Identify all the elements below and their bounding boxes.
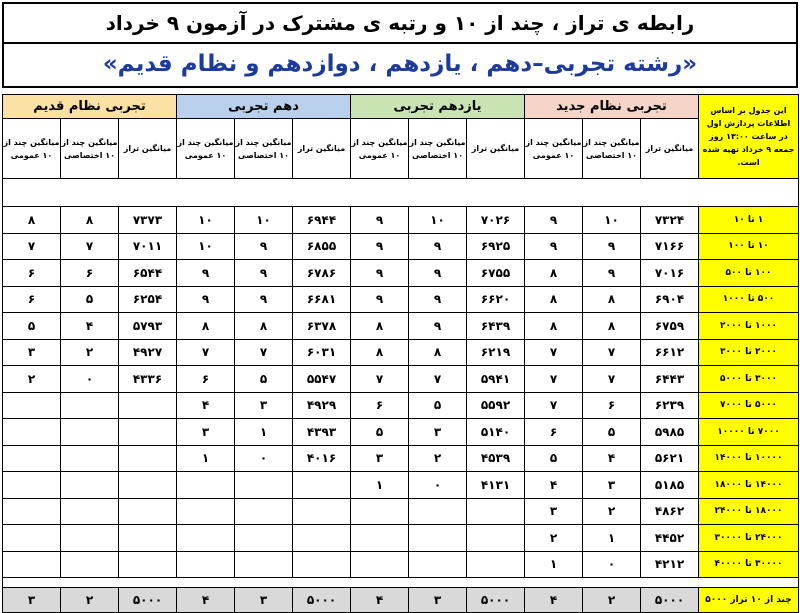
table-cell: ۵۶۲۱ [641, 445, 699, 472]
table-cell: ۶۹۲۵ [467, 233, 525, 260]
table-cell: ۶۲۱۹ [467, 339, 525, 366]
rank-range-label: ۵۰۰۰ تا ۷۰۰۰ [699, 392, 799, 419]
summary-label: چند از ۱۰ تراز ۵۰۰۰ [699, 588, 799, 613]
table-cell: ۶۶۲۰ [467, 286, 525, 313]
table-cell: ۵۱۸۵ [641, 472, 699, 499]
column-header: میانگین چند از ۱۰ عمومی [177, 119, 235, 179]
table-row [3, 392, 799, 419]
table-cell [119, 525, 177, 552]
table-cell [3, 551, 61, 578]
table-cell: ۷ [351, 366, 409, 393]
table-row [3, 419, 799, 446]
table-cell: ۸ [351, 339, 409, 366]
table-cell [3, 445, 61, 472]
table-cell [235, 525, 293, 552]
rank-range-label: ۱۰۰۰۰ تا ۱۴۰۰۰ [699, 445, 799, 472]
table-cell: ۱۰ [177, 207, 235, 234]
table-cell: ۵۹۴۱ [467, 366, 525, 393]
table-cell: ۸ [525, 313, 583, 340]
table-cell [467, 498, 525, 525]
table-cell: ۶۰۳۱ [293, 339, 351, 366]
table-row [3, 551, 799, 578]
table-cell: ۷۰۲۶ [467, 207, 525, 234]
column-header: میانگین تراز [293, 119, 351, 179]
table-row [3, 313, 799, 340]
column-header: میانگین چند از ۱۰ عمومی [525, 119, 583, 179]
table-cell: ۷ [525, 366, 583, 393]
table-cell: ۳ [177, 419, 235, 446]
summary-cell: ۳ [3, 588, 61, 613]
table-cell: ۲ [409, 445, 467, 472]
spacer-row [3, 578, 799, 588]
table-cell [3, 525, 61, 552]
spacer [3, 179, 799, 207]
group-header: یازدهم تجربی [351, 95, 525, 119]
table-note: این جدول بر اساس اطلاعات پردازش اول در ساعت ۱۳:۰۰ روز جمعه ۹ خرداد تهیه شده است. [699, 95, 799, 179]
table-cell: ۴۲۱۲ [641, 551, 699, 578]
table-row [3, 366, 799, 393]
table-cell: ۱۰ [409, 207, 467, 234]
table-cell: ۹ [409, 286, 467, 313]
table-cell: ۶۴۴۳ [641, 366, 699, 393]
table-cell: ۶۴۳۹ [467, 313, 525, 340]
table-cell: ۶۵۴۴ [119, 260, 177, 287]
table-cell [293, 498, 351, 525]
table-cell: ۸ [583, 313, 641, 340]
rank-range-label: ۱ تا ۱۰ [699, 207, 799, 234]
rank-range-label: ۵۰۰ تا ۱۰۰۰ [699, 286, 799, 313]
table-cell [61, 525, 119, 552]
table-cell: ۵ [61, 286, 119, 313]
table-cell [467, 551, 525, 578]
table-cell [293, 525, 351, 552]
table-cell [351, 525, 409, 552]
table-row [3, 445, 799, 472]
table-cell: ۹ [409, 260, 467, 287]
table-row [3, 498, 799, 525]
rank-range-label: ۲۰۰۰ تا ۳۰۰۰ [699, 339, 799, 366]
table-cell: ۹ [525, 233, 583, 260]
summary-cell: ۲ [583, 588, 641, 613]
table-cell [61, 472, 119, 499]
table-cell: ۳ [583, 472, 641, 499]
group-header: تجربی نظام جدید [525, 95, 699, 119]
table-cell: ۹ [351, 233, 409, 260]
column-header: میانگین چند از ۱۰ اختصاصی [583, 119, 641, 179]
table-cell: ۵ [409, 392, 467, 419]
rank-range-label: ۱۸۰۰۰ تا ۲۴۰۰۰ [699, 498, 799, 525]
table-cell: ۴۹۲۹ [293, 392, 351, 419]
summary-cell: ۵۰۰۰ [293, 588, 351, 613]
table-cell: ۷ [583, 366, 641, 393]
table-cell: ۵ [351, 419, 409, 446]
rank-range-label: ۳۰۰۰ تا ۵۰۰۰ [699, 366, 799, 393]
table-cell [119, 472, 177, 499]
table-cell: ۶۳۷۸ [293, 313, 351, 340]
table-cell: ۱ [177, 445, 235, 472]
table-row [3, 233, 799, 260]
column-header: میانگین تراز [641, 119, 699, 179]
summary-cell: ۵۰۰۰ [119, 588, 177, 613]
page-subtitle: «رشته تجربی–دهم ، یازدهم ، دوازدهم و نظام قدیم» [2, 42, 798, 88]
table-cell [3, 392, 61, 419]
table-cell: ۵ [525, 445, 583, 472]
table-cell: ۹ [409, 313, 467, 340]
table-cell: ۵۵۹۲ [467, 392, 525, 419]
table-cell: ۷ [3, 233, 61, 260]
rank-range-label: ۱۴۰۰۰ تا ۱۸۰۰۰ [699, 472, 799, 499]
table-cell: ۹ [235, 286, 293, 313]
table-cell [119, 392, 177, 419]
column-header: میانگین تراز [467, 119, 525, 179]
table-cell [119, 551, 177, 578]
rank-range-label: ۱۰ تا ۱۰۰ [699, 233, 799, 260]
column-header: میانگین چند از ۱۰ اختصاصی [409, 119, 467, 179]
table-cell: ۴۰۱۶ [293, 445, 351, 472]
table-cell: ۱۰ [235, 207, 293, 234]
table-cell: ۴ [583, 445, 641, 472]
table-cell: ۶ [583, 392, 641, 419]
table-cell: ۸ [61, 207, 119, 234]
table-row [3, 286, 799, 313]
table-cell: ۶ [351, 392, 409, 419]
table-cell [3, 419, 61, 446]
summary-cell: ۴ [525, 588, 583, 613]
table-cell: ۹ [525, 207, 583, 234]
summary-cell: ۳ [409, 588, 467, 613]
table-cell [119, 445, 177, 472]
summary-cell: ۵۰۰۰ [641, 588, 699, 613]
rank-range-label: ۷۰۰۰ تا ۱۰۰۰۰ [699, 419, 799, 446]
table-cell [235, 551, 293, 578]
table-cell [61, 392, 119, 419]
table-cell: ۶۸۵۵ [293, 233, 351, 260]
table-cell: ۱۰ [583, 207, 641, 234]
table-cell: ۲ [3, 366, 61, 393]
page-title: رابطه ی تراز ، چند از ۱۰ و رتبه ی مشترک در آزمون ۹ خرداد [2, 2, 798, 44]
table-cell [119, 419, 177, 446]
table-cell: ۷۰۱۶ [641, 260, 699, 287]
summary-cell: ۵۰۰۰ [467, 588, 525, 613]
rank-range-label: ۱۰۰ تا ۵۰۰ [699, 260, 799, 287]
column-header: میانگین تراز [119, 119, 177, 179]
table-cell: ۱ [235, 419, 293, 446]
summary-row [3, 588, 799, 613]
table-cell [409, 525, 467, 552]
table-cell: ۷ [525, 339, 583, 366]
table-cell: ۶ [525, 419, 583, 446]
table-cell: ۶۶۸۱ [293, 286, 351, 313]
table-cell: ۹ [351, 207, 409, 234]
table-cell: ۶ [3, 286, 61, 313]
table-cell: ۷ [409, 366, 467, 393]
table-cell: ۷۰۱۱ [119, 233, 177, 260]
table-cell [409, 498, 467, 525]
table-cell [235, 498, 293, 525]
table-cell: ۷۱۶۶ [641, 233, 699, 260]
table-cell: ۶۷۵۵ [467, 260, 525, 287]
table-cell: ۹ [177, 286, 235, 313]
table-row [3, 472, 799, 499]
table-cell: ۷۳۷۳ [119, 207, 177, 234]
spacer [3, 578, 799, 588]
summary-cell: ۴ [351, 588, 409, 613]
table-cell: ۵ [235, 366, 293, 393]
table-cell: ۱ [525, 551, 583, 578]
table-cell: ۴ [61, 313, 119, 340]
table-cell: ۳ [351, 445, 409, 472]
column-header: میانگین چند از ۱۰ اختصاصی [235, 119, 293, 179]
table-cell: ۷ [235, 339, 293, 366]
table-cell: ۶۶۱۲ [641, 339, 699, 366]
table-cell [351, 498, 409, 525]
table-cell: ۹ [583, 260, 641, 287]
rank-range-label: ۳۰۰۰۰ تا ۴۰۰۰۰ [699, 551, 799, 578]
spacer-row [3, 179, 799, 207]
table-cell: ۲ [525, 525, 583, 552]
column-header: میانگین چند از ۱۰ اختصاصی [61, 119, 119, 179]
table-cell [293, 551, 351, 578]
table-cell: ۲ [61, 339, 119, 366]
table-cell [119, 498, 177, 525]
table-cell: ۰ [409, 472, 467, 499]
column-header: میانگین چند از ۱۰ عمومی [3, 119, 61, 179]
table-cell: ۶۷۸۶ [293, 260, 351, 287]
table-cell: ۸ [409, 339, 467, 366]
table-cell: ۹ [177, 260, 235, 287]
table-cell: ۹ [235, 260, 293, 287]
table-cell: ۵۱۴۰ [467, 419, 525, 446]
table-cell: ۷ [525, 392, 583, 419]
table-cell [177, 472, 235, 499]
table-cell: ۶ [177, 366, 235, 393]
table-cell [177, 525, 235, 552]
column-header: میانگین چند از ۱۰ عمومی [351, 119, 409, 179]
table-cell: ۱ [351, 472, 409, 499]
table-cell [409, 551, 467, 578]
table-cell [61, 498, 119, 525]
table-cell: ۷ [61, 233, 119, 260]
table-cell: ۵۹۸۵ [641, 419, 699, 446]
rank-range-label: ۱۰۰۰ تا ۲۰۰۰ [699, 313, 799, 340]
table-cell: ۹ [235, 233, 293, 260]
table-cell: ۶ [61, 260, 119, 287]
table-cell: ۴۳۹۳ [293, 419, 351, 446]
table-cell: ۸ [3, 207, 61, 234]
table-cell: ۷ [177, 339, 235, 366]
table-cell: ۹ [351, 286, 409, 313]
table-cell: ۵ [3, 313, 61, 340]
table-row [3, 260, 799, 287]
table-cell [61, 445, 119, 472]
table-cell: ۸ [525, 286, 583, 313]
summary-cell: ۲ [61, 588, 119, 613]
table-cell [235, 472, 293, 499]
table-cell [177, 551, 235, 578]
table-cell [467, 525, 525, 552]
table-cell: ۶ [3, 260, 61, 287]
table-cell: ۵۷۹۳ [119, 313, 177, 340]
table-cell: ۶۹۴۴ [293, 207, 351, 234]
table-cell: ۷۳۲۴ [641, 207, 699, 234]
table-cell: ۴۹۲۷ [119, 339, 177, 366]
table-cell: ۳ [235, 392, 293, 419]
table-cell: ۹ [351, 260, 409, 287]
table-cell: ۰ [583, 551, 641, 578]
table-cell: ۳ [525, 498, 583, 525]
table-cell: ۸ [351, 313, 409, 340]
table-cell: ۳ [3, 339, 61, 366]
table-cell [177, 498, 235, 525]
group-header: تجربی نظام قدیم [3, 95, 177, 119]
table-cell: ۸ [177, 313, 235, 340]
table-cell: ۸ [583, 286, 641, 313]
table-row [3, 525, 799, 552]
table-cell: ۸ [525, 260, 583, 287]
table-cell: ۴۵۳۹ [467, 445, 525, 472]
table-cell [61, 551, 119, 578]
table-cell: ۶۲۵۴ [119, 286, 177, 313]
sub-header-row [3, 119, 799, 179]
table-cell: ۴ [525, 472, 583, 499]
table-cell: ۸ [235, 313, 293, 340]
table-cell [3, 498, 61, 525]
table-cell: ۹ [409, 233, 467, 260]
summary-cell: ۳ [235, 588, 293, 613]
table-cell: ۱۰ [177, 233, 235, 260]
rank-range-label: ۲۴۰۰۰ تا ۳۰۰۰۰ [699, 525, 799, 552]
table-cell: ۹ [583, 233, 641, 260]
group-header-row [3, 95, 799, 119]
table-cell [3, 472, 61, 499]
table-cell: ۶۹۰۴ [641, 286, 699, 313]
table-cell: ۶۲۳۹ [641, 392, 699, 419]
table-cell: ۶۷۵۹ [641, 313, 699, 340]
table-cell: ۲ [583, 498, 641, 525]
table-row [3, 207, 799, 234]
table-cell [61, 419, 119, 446]
table-cell: ۳ [409, 419, 467, 446]
table-cell: ۱ [583, 525, 641, 552]
table-cell: ۴۸۶۲ [641, 498, 699, 525]
table-cell: ۷ [583, 339, 641, 366]
score-table [2, 94, 799, 613]
summary-cell: ۴ [177, 588, 235, 613]
table-cell: ۵۵۴۷ [293, 366, 351, 393]
table-row [3, 339, 799, 366]
table-cell: ۰ [61, 366, 119, 393]
table-cell [351, 551, 409, 578]
table-cell: ۴۴۵۲ [641, 525, 699, 552]
table-cell: ۴۱۳۱ [467, 472, 525, 499]
table-cell [293, 472, 351, 499]
table-cell: ۰ [235, 445, 293, 472]
table-cell: ۵ [583, 419, 641, 446]
group-header: دهم تجربی [177, 95, 351, 119]
table-cell: ۴ [177, 392, 235, 419]
table-cell: ۴۳۳۶ [119, 366, 177, 393]
